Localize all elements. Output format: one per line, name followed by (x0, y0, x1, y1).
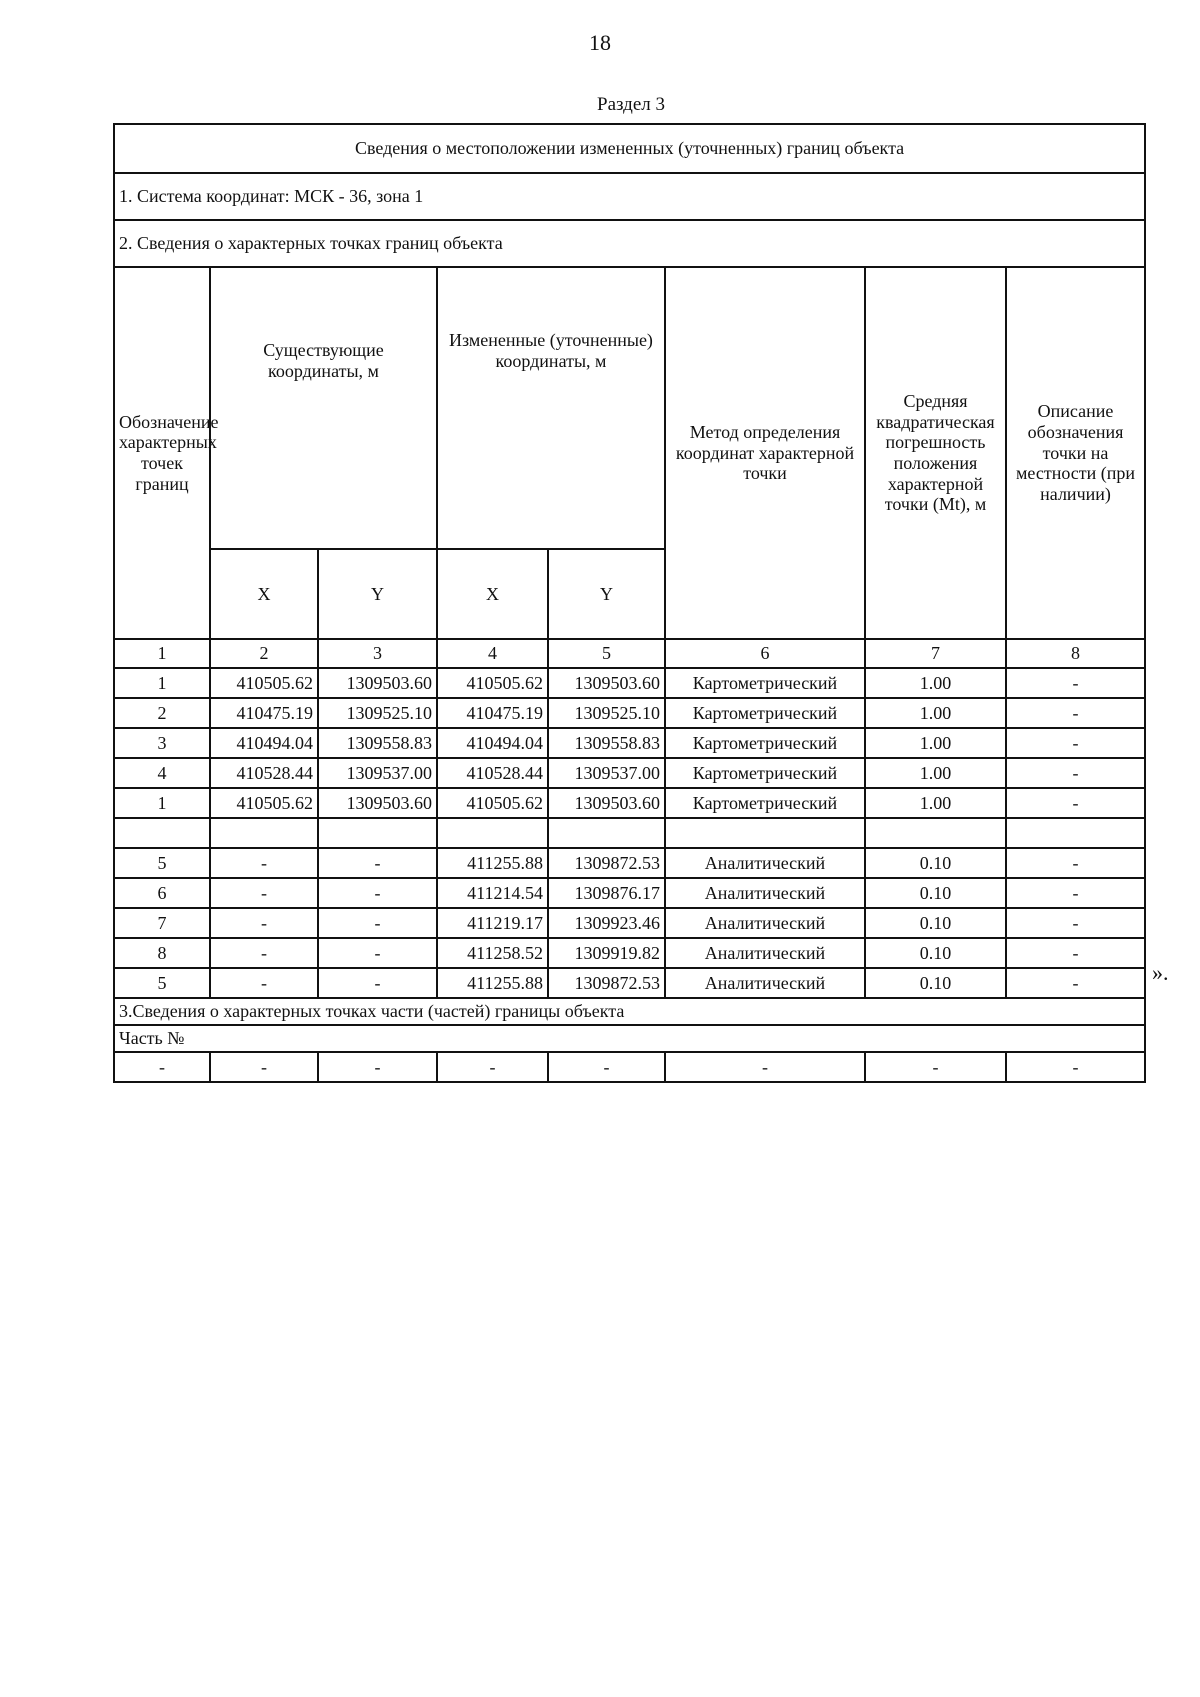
column-number: 7 (865, 639, 1006, 668)
cell-changed-y: 1309876.17 (548, 878, 665, 908)
cell-existing-x: 410494.04 (210, 728, 318, 758)
cell-point-id: 7 (114, 908, 210, 938)
table-row (114, 698, 1145, 728)
table-row (114, 1052, 1145, 1082)
closing-quote-mark: ». (1152, 960, 1169, 985)
cell-existing-x: - (210, 878, 318, 908)
cell-changed-x: 411255.88 (437, 848, 548, 878)
cell-existing-y: 1309503.60 (318, 668, 437, 698)
cell-error: 1.00 (865, 698, 1006, 728)
cell-changed-y: 1309537.00 (548, 758, 665, 788)
cell-method: Картометрический (665, 788, 865, 818)
table-title: Сведения о местоположении измененных (уточненных) границ объекта (114, 124, 1145, 173)
cell-existing-x: - (210, 908, 318, 938)
cell-changed-y: 1309525.10 (548, 698, 665, 728)
table-cell: - (548, 1052, 665, 1082)
cell-existing-x: - (210, 848, 318, 878)
cell-error: 0.10 (865, 878, 1006, 908)
cell-point-id: 4 (114, 758, 210, 788)
table-row (114, 788, 1145, 818)
header-existing-coords: Существующие координаты, м (210, 267, 437, 549)
header-description: Описание обозначения точки на местности (при наличии) (1006, 267, 1145, 639)
cell-error: 1.00 (865, 788, 1006, 818)
cell-method: Аналитический (665, 968, 865, 998)
cell-changed-x (437, 818, 548, 848)
cell-point-id: 1 (114, 668, 210, 698)
cell-existing-x: 410505.62 (210, 668, 318, 698)
cell-method: Аналитический (665, 908, 865, 938)
table-cell: - (665, 1052, 865, 1082)
cell-changed-y: 1309503.60 (548, 668, 665, 698)
cell-point-id: 3 (114, 728, 210, 758)
cell-changed-x: 410505.62 (437, 668, 548, 698)
cell-error: 0.10 (865, 908, 1006, 938)
cell-description: - (1006, 878, 1145, 908)
cell-changed-x: 411258.52 (437, 938, 548, 968)
cell-changed-y: 1309872.53 (548, 848, 665, 878)
cell-error: 1.00 (865, 758, 1006, 788)
column-number: 3 (318, 639, 437, 668)
table-cell: - (437, 1052, 548, 1082)
cell-method: Аналитический (665, 848, 865, 878)
page-number: 18 (589, 30, 611, 55)
cell-existing-y: - (318, 878, 437, 908)
header-method: Метод определения координат характерной точки (665, 267, 865, 639)
column-number: 4 (437, 639, 548, 668)
header-error: Средняя квадратическая погрешность положения характерной точки (Mt), м (865, 267, 1006, 639)
cell-point-id: 2 (114, 698, 210, 728)
table-row (114, 848, 1145, 878)
cell-point-id (114, 818, 210, 848)
table-row (114, 938, 1145, 968)
cell-existing-x: 410475.19 (210, 698, 318, 728)
cell-changed-y: 1309923.46 (548, 908, 665, 938)
cell-existing-y: 1309525.10 (318, 698, 437, 728)
cell-method (665, 818, 865, 848)
cell-description: - (1006, 698, 1145, 728)
cell-description: - (1006, 728, 1145, 758)
cell-method: Картометрический (665, 728, 865, 758)
table-row (114, 968, 1145, 998)
cell-method: Картометрический (665, 668, 865, 698)
cell-existing-x: 410528.44 (210, 758, 318, 788)
cell-existing-x: 410505.62 (210, 788, 318, 818)
cell-description: - (1006, 938, 1145, 968)
cell-changed-y: 1309919.82 (548, 938, 665, 968)
cell-existing-y: 1309537.00 (318, 758, 437, 788)
boundary-table (113, 123, 1146, 1083)
cell-point-id: 6 (114, 878, 210, 908)
cell-changed-y (548, 818, 665, 848)
column-number: 5 (548, 639, 665, 668)
cell-point-id: 5 (114, 848, 210, 878)
cell-description: - (1006, 908, 1145, 938)
cell-existing-y: - (318, 968, 437, 998)
header-changed-x: X (437, 549, 548, 639)
points-heading: 2. Сведения о характерных точках границ объекта (114, 220, 1145, 267)
cell-method: Аналитический (665, 878, 865, 908)
cell-existing-y (318, 818, 437, 848)
column-numbers-row (114, 639, 1145, 668)
cell-point-id: 1 (114, 788, 210, 818)
column-number: 6 (665, 639, 865, 668)
header-point-id: Обозначение характерных точек границ (114, 267, 210, 639)
cell-description: - (1006, 758, 1145, 788)
header-changed-y: Y (548, 549, 665, 639)
column-number: 1 (114, 639, 210, 668)
cell-error: 1.00 (865, 728, 1006, 758)
header-existing-x: X (210, 549, 318, 639)
table-cell: - (318, 1052, 437, 1082)
cell-error: 0.10 (865, 848, 1006, 878)
cell-existing-y: 1309503.60 (318, 788, 437, 818)
cell-error: 0.10 (865, 938, 1006, 968)
cell-changed-x: 411214.54 (437, 878, 548, 908)
cell-changed-y: 1309872.53 (548, 968, 665, 998)
cell-changed-x: 410528.44 (437, 758, 548, 788)
cell-description: - (1006, 668, 1145, 698)
table-row (114, 908, 1145, 938)
column-number: 8 (1006, 639, 1145, 668)
part-number-label: Часть № (114, 1025, 1145, 1052)
cell-error (865, 818, 1006, 848)
header-changed-coords: Измененные (уточненные) координаты, м (437, 267, 665, 549)
cell-description: - (1006, 848, 1145, 878)
cell-existing-x: - (210, 968, 318, 998)
cell-changed-y: 1309503.60 (548, 788, 665, 818)
section-label: Раздел 3 (597, 94, 665, 115)
cell-changed-x: 410494.04 (437, 728, 548, 758)
cell-changed-x: 411255.88 (437, 968, 548, 998)
cell-point-id: 8 (114, 938, 210, 968)
table-row (114, 668, 1145, 698)
table-row (114, 878, 1145, 908)
cell-error: 1.00 (865, 668, 1006, 698)
column-number: 2 (210, 639, 318, 668)
cell-description: - (1006, 788, 1145, 818)
table-cell: - (114, 1052, 210, 1082)
cell-changed-x: 410505.62 (437, 788, 548, 818)
cell-method: Картометрический (665, 758, 865, 788)
cell-existing-y: - (318, 908, 437, 938)
cell-changed-x: 411219.17 (437, 908, 548, 938)
table-cell: - (210, 1052, 318, 1082)
cell-existing-y: - (318, 938, 437, 968)
cell-changed-y: 1309558.83 (548, 728, 665, 758)
cell-existing-x: - (210, 938, 318, 968)
cell-existing-y: - (318, 848, 437, 878)
table-row (114, 758, 1145, 788)
parts-heading: 3.Сведения о характерных точках части (частей) границы объекта (114, 998, 1145, 1025)
table-row (114, 818, 1145, 848)
cell-error: 0.10 (865, 968, 1006, 998)
cell-description: - (1006, 968, 1145, 998)
cell-existing-y: 1309558.83 (318, 728, 437, 758)
header-existing-y: Y (318, 549, 437, 639)
cell-existing-x (210, 818, 318, 848)
cell-description (1006, 818, 1145, 848)
table-row (114, 728, 1145, 758)
coordinate-system: 1. Система координат: МСК - 36, зона 1 (114, 173, 1145, 220)
cell-changed-x: 410475.19 (437, 698, 548, 728)
cell-point-id: 5 (114, 968, 210, 998)
table-cell: - (1006, 1052, 1145, 1082)
cell-method: Аналитический (665, 938, 865, 968)
cell-method: Картометрический (665, 698, 865, 728)
table-cell: - (865, 1052, 1006, 1082)
